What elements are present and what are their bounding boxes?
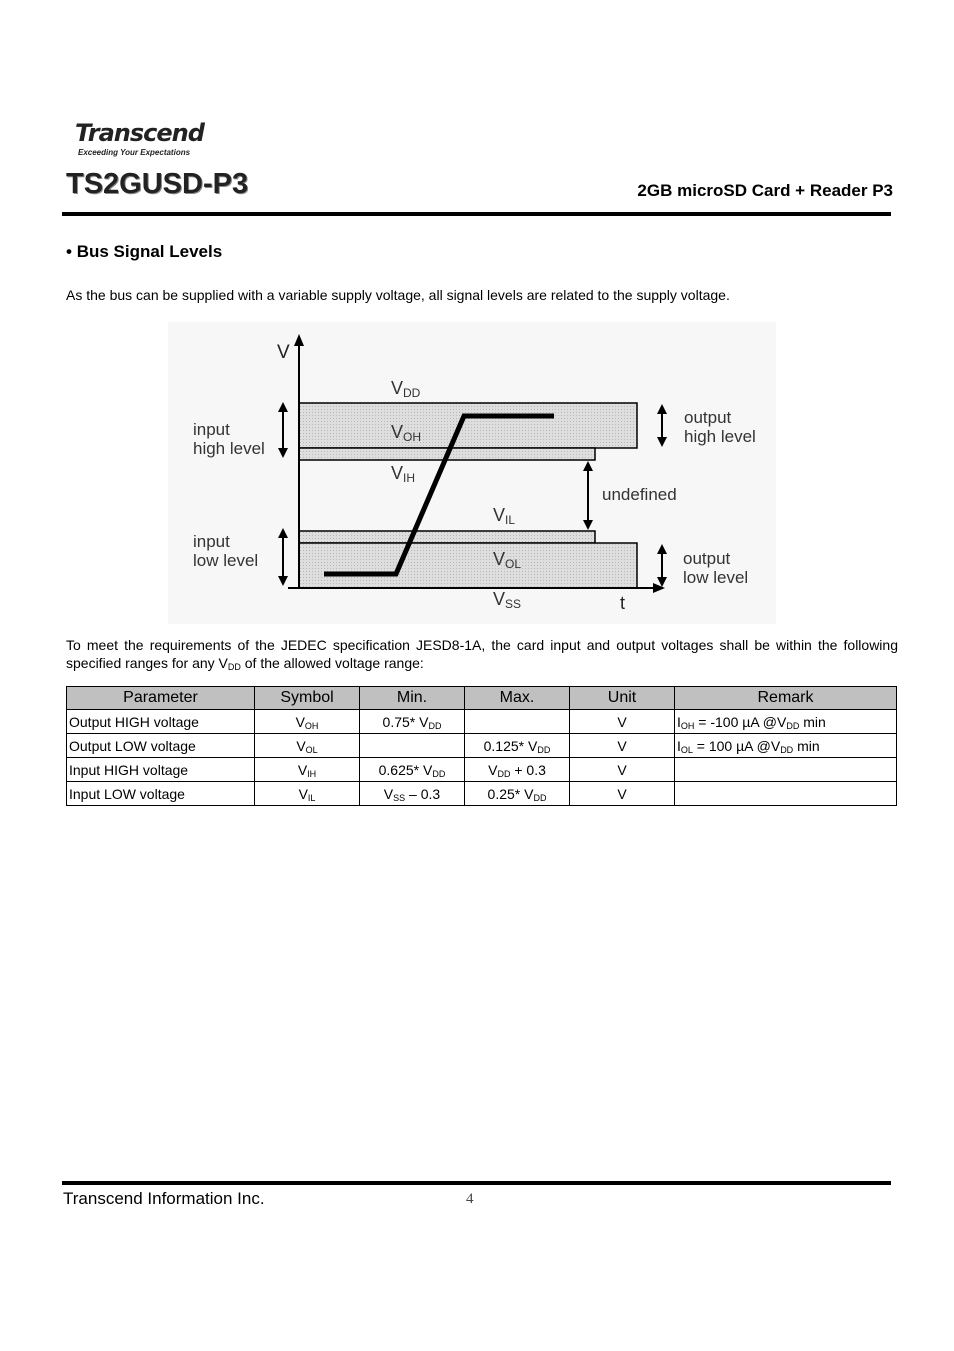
logo-tagline: Exceeding Your Expectations	[78, 148, 191, 157]
header-rule	[62, 212, 891, 216]
parameter-cell: Output HIGH voltage	[67, 710, 255, 734]
input-high-label: input high level	[193, 420, 265, 458]
symbol-cell: $V_{OL}$	[255, 734, 360, 758]
column-header: Max.	[465, 687, 570, 710]
table-row	[67, 758, 897, 782]
output-low-label: output low level	[683, 549, 749, 587]
vih-label: VIH	[391, 463, 416, 485]
min-cell	[360, 734, 465, 758]
symbol-cell: $V_{OH}$	[255, 710, 360, 734]
column-header: Remark	[675, 687, 897, 710]
vdd-label: VDD	[391, 378, 421, 400]
voltage-spec-table	[66, 686, 897, 806]
symbol-cell: $V_{IH}$	[255, 758, 360, 782]
parameter-cell: Input HIGH voltage	[67, 758, 255, 782]
undefined-label: undefined	[602, 485, 677, 504]
v-axis-label: V	[277, 342, 290, 363]
page-number: 4	[466, 1191, 474, 1207]
output-high-label: output high level	[684, 408, 756, 446]
product-name: 2GB microSD Card + Reader P3	[637, 181, 893, 200]
bullet: •	[66, 242, 72, 261]
unit-cell: V	[570, 782, 675, 806]
output-low-band	[299, 543, 637, 588]
column-header: Symbol	[255, 687, 360, 710]
min-cell: 0.625* $V_{DD}$	[360, 758, 465, 782]
footer-rule	[62, 1181, 891, 1185]
max-cell: $V_{DD} + 0.3$	[465, 758, 570, 782]
unit-cell: V	[570, 758, 675, 782]
parameter-cell: Output LOW voltage	[67, 734, 255, 758]
bus-signal-levels-diagram	[168, 322, 776, 624]
voh-label: VOH	[391, 422, 422, 444]
footer-company: Transcend Information Inc.	[63, 1189, 265, 1208]
t-axis-label: t	[620, 593, 626, 613]
column-header: Parameter	[67, 687, 255, 710]
max-cell: 0.25* $V_{DD}$	[465, 782, 570, 806]
remark-cell	[675, 758, 897, 782]
table-row	[67, 710, 897, 734]
table-header-row	[67, 687, 897, 710]
unit-cell: V	[570, 734, 675, 758]
model-number: TS2GUSD-P3	[66, 168, 249, 200]
min-cell: 0.75* $V_{DD}$	[360, 710, 465, 734]
input-low-threshold-band	[299, 531, 595, 543]
vol-label: VOL	[493, 549, 522, 571]
remark-cell: $I_{OL} = 100$ µA $@V_{DD}$ min	[675, 734, 897, 758]
section-heading	[66, 242, 222, 262]
parameter-cell: Input LOW voltage	[67, 782, 255, 806]
section-title: Bus Signal Levels	[76, 242, 223, 261]
table-row	[67, 734, 897, 758]
requirements-paragraph: To meet the requirements of the JEDEC specification JESD8-1A, the card input and output voltages shall be within the following specified ranges for any $V_{DD}$ of the allowed voltage range:	[66, 637, 898, 672]
column-header: Unit	[570, 687, 675, 710]
table-row	[67, 782, 897, 806]
company-logo: Transcend	[75, 119, 204, 147]
vil-label: VIL	[493, 505, 516, 527]
remark-cell: $I_{OH} = -100$ µA $@V_{DD}$ min	[675, 710, 897, 734]
remark-cell	[675, 782, 897, 806]
symbol-cell: $V_{IL}$	[255, 782, 360, 806]
input-low-label: input low level	[193, 532, 259, 570]
min-cell: $V_{SS} - 0.3$	[360, 782, 465, 806]
column-header: Min.	[360, 687, 465, 710]
vss-label: VSS	[493, 589, 522, 611]
max-cell: 0.125* $V_{DD}$	[465, 734, 570, 758]
output-high-band	[299, 403, 637, 448]
intro-text: As the bus can be supplied with a variable supply voltage, all signal levels are related to the supply voltage.	[66, 287, 730, 303]
unit-cell: V	[570, 710, 675, 734]
max-cell	[465, 710, 570, 734]
